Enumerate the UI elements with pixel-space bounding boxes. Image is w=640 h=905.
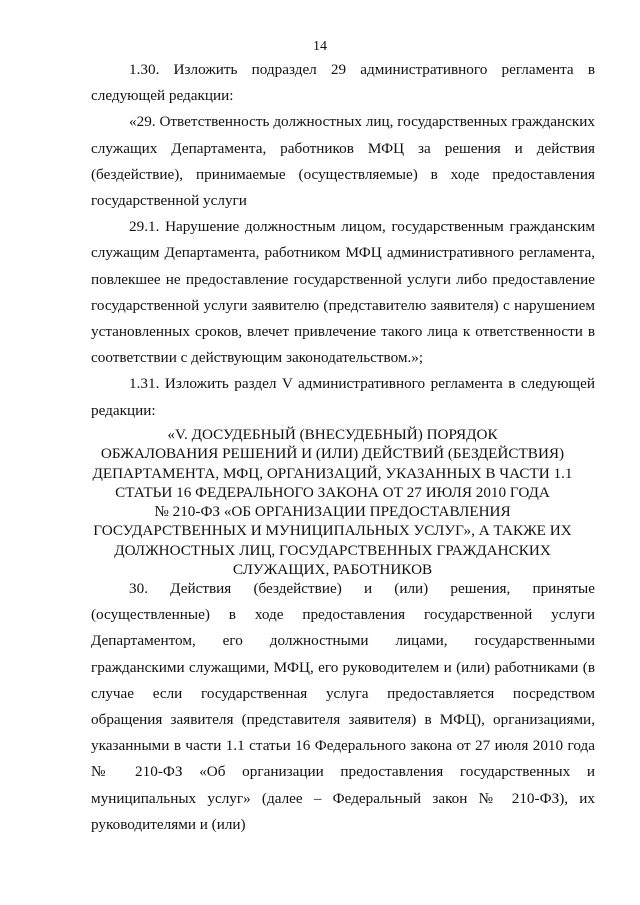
heading-line: СТАТЬИ 16 ФЕДЕРАЛЬНОГО ЗАКОНА ОТ 27 ИЮЛЯ 2010 ГОДА <box>115 483 550 501</box>
paragraph-1-30: 1.30. Изложить подраздел 29 административного регламента в следующей редакции: <box>91 61 595 105</box>
paragraph-1-31: 1.31. Изложить раздел V административного регламента в следующей редакции: <box>91 375 595 419</box>
paragraph-30: 30. Действия (бездействие) и (или) решения, принятые (осуществленные) в ходе предоставления государственной услуги Департаментом, его должностными лицами, государственными гражданскими служащими, МФЦ, его руководителем и (или) работниками (в случае если государственная услуга предоставляется посредством обращения заявителя (представителя заявителя) в МФЦ), организациями, указанными в части 1.1 статьи 16 Федерального закона от 27 июля 2010 года № 210-ФЗ «Об организации предоставления государственных и муниципальных услуг» (далее – Федеральный закон № 210-ФЗ), их руководителями и (или) <box>91 580 595 833</box>
heading-line: ОБЖАЛОВАНИЯ РЕШЕНИЙ И (ИЛИ) ДЕЙСТВИЙ (БЕЗДЕЙСТВИЯ) <box>100 445 565 463</box>
heading-line: СЛУЖАЩИХ, РАБОТНИКОВ <box>232 561 433 579</box>
section-1-30-text <box>91 57 595 424</box>
page-number: 14 <box>313 39 327 54</box>
paragraph-29-heading: «29. Ответственность должностных лиц, государственных гражданских служащих Департамента, работников МФЦ за решения и действия (бездействие), принимаемые (осуществляемые) в ходе предоставления государственной услуги <box>91 113 595 210</box>
heading-line: ДОЛЖНОСТНЫХ ЛИЦ, ГОСУДАРСТВЕННЫХ ГРАЖДАНСКИХ <box>114 541 551 559</box>
section-v-heading <box>60 425 605 579</box>
heading-line: ГОСУДАРСТВЕННЫХ И МУНИЦИПАЛЬНЫХ УСЛУГ», А ТАКЖЕ ИХ <box>93 522 572 540</box>
paragraph-29-1: 29.1. Нарушение должностным лицом, государственным гражданским служащим Департамента, работником МФЦ административного регламента, повлекшее не предоставление государственной услуги либо предоставление государственной услуги заявителю (представителю заявителя) с нарушением установленных сроков, влечет привлечение такого лица к ответственности в соответствии с действующим законодательством.»; <box>91 218 595 367</box>
heading-line: № 210-ФЗ «ОБ ОРГАНИЗАЦИИ ПРЕДОСТАВЛЕНИЯ <box>154 503 511 521</box>
heading-line: ДЕПАРТАМЕНТА, МФЦ, ОРГАНИЗАЦИЙ, УКАЗАННЫХ В ЧАСТИ 1.1 <box>92 464 573 482</box>
heading-line: «V. ДОСУДЕБНЫЙ (ВНЕСУДЕБНЫЙ) ПОРЯДОК <box>167 426 498 443</box>
section-30-text <box>91 576 595 838</box>
